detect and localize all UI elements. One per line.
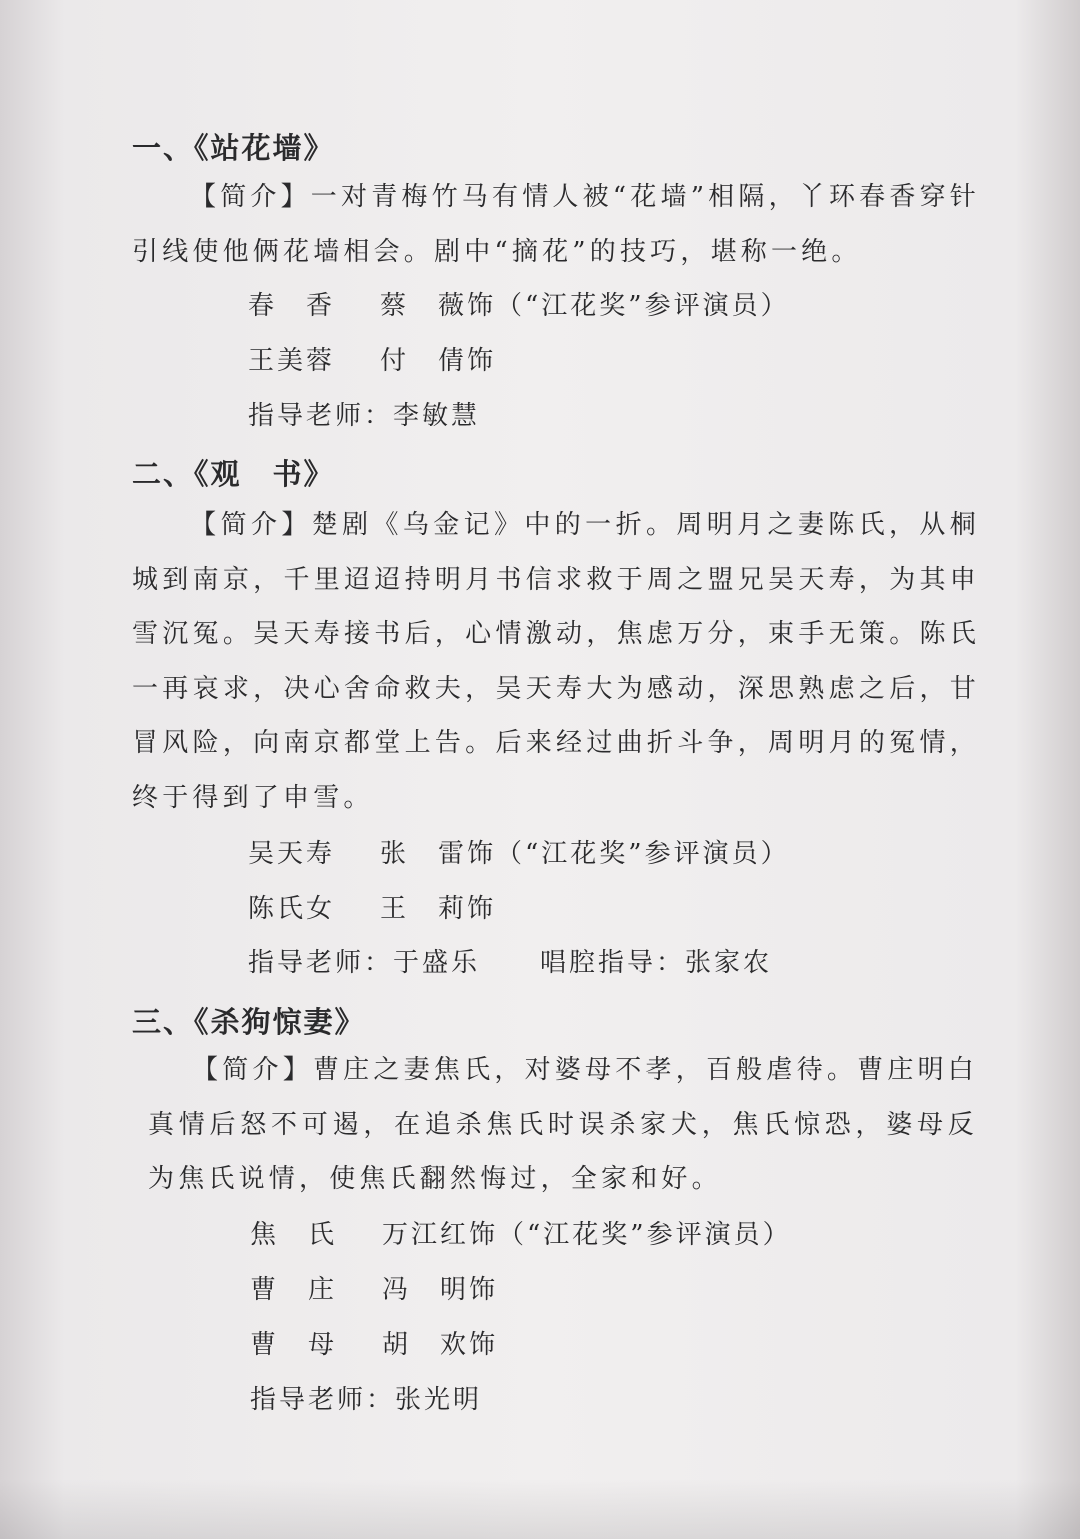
cast-actor: 胡 欢饰 [382,1330,499,1360]
teacher-line: 指导老师：李敏慧 [248,401,481,431]
section-title: 三、《杀狗惊妻》 [132,1005,366,1039]
intro-text: 【简介】曹庄之妻焦氏，对婆母不孝，百般虐待。曹庄明白真情后怒不可遏，在追杀焦氏时误杀家犬，焦氏惊恐，婆母反为焦氏说情，使焦氏翻然悔过，全家和好。 [148,1055,978,1194]
cast-actor: 张 雷饰（“江花奖”参评演员） [380,839,790,869]
section-intro [148,1043,978,1207]
intro-text: 【简介】楚剧《乌金记》中的一折。周明月之妻陈氏，从桐城到南京，千里迢迢持明月书信求救于周之盟兄吴天寿，为其申雪沉冤。吴天寿接书后，心情激动，焦虑万分，束手无策。陈氏一再哀求，决心舍命救夫，吴天寿大为感动，深思熟虑之后，甘冒风险，向南京都堂上告。后来经过曲折斗争，周明月的冤情，终于得到了申雪。 [132,510,980,813]
cast-actor: 王 莉饰 [380,894,497,924]
section-title: 一、《站花墙》 [132,131,335,165]
vocal-coach-text: 唱腔指导：张家农 [540,948,773,978]
cast-actor: 万江红饰（“江花奖”参评演员） [382,1220,792,1250]
cast-role: 王美蓉 [248,346,336,376]
cast-role: 曹 母 [250,1330,338,1360]
cast-actor: 蔡 薇饰（“江花奖”参评演员） [380,291,790,321]
intro-text: 【简介】一对青梅竹马有情人被“花墙”相隔，丫环春香穿针引线使他俩花墙相会。剧中“摘花”的技巧，堪称一绝。 [132,182,980,267]
teacher-line [248,945,773,981]
cast-role: 曹 庄 [250,1275,338,1305]
teacher-line: 指导老师：张光明 [250,1385,483,1415]
cast-actor: 冯 明饰 [382,1275,499,1305]
teacher-text: 指导老师：于盛乐 [248,948,481,978]
cast-actor: 付 倩饰 [380,346,497,376]
section-intro [132,170,980,279]
cast-role: 陈氏女 [248,894,336,924]
cast-role: 春 香 [248,291,336,321]
section-intro [132,498,980,825]
section-title: 二、《观 书》 [132,457,335,491]
cast-role: 吴天寿 [248,839,336,869]
cast-role: 焦 氏 [250,1220,338,1250]
